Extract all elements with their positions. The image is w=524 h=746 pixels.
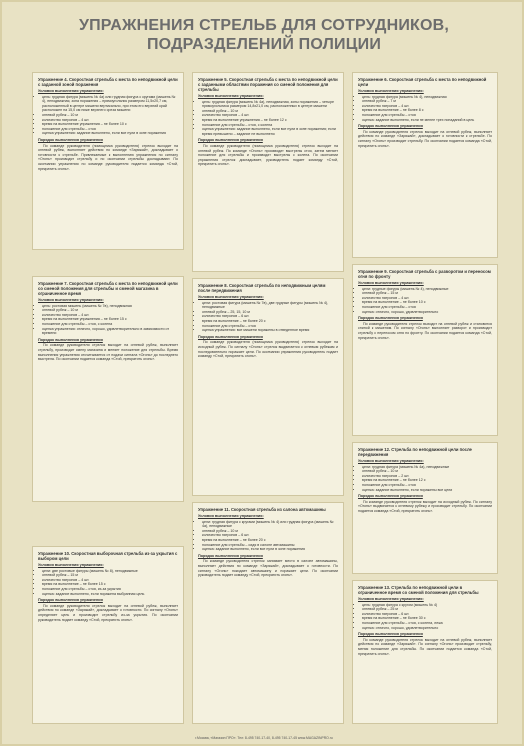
order-heading: Порядок выполнения упражнения xyxy=(358,124,423,129)
order-heading: Порядок выполнения упражнения xyxy=(358,316,423,321)
footer-contact: г.Москва, «Магазин ПРО». Тел: 8-495 740-17-40, 8-495 740-17-45 www.MAGAZINPRO.ru xyxy=(195,736,333,740)
conditions-heading: Условия выполнения упражнения: xyxy=(198,514,264,518)
poster-title xyxy=(2,16,524,54)
condition-item: • оценка: задание выполнено, если не менее трех попаданий в цель xyxy=(362,118,492,123)
exercise-title: Упражнение 7. Скоростная стрельба с места по неподвижной цели со сменой положения для стрельбы и сменой магазина в ограниченное время xyxy=(38,281,178,296)
exercise-title: Упражнение 13. Стрельба по неподвижной цели в ограниченное время со сменой положения для стрельбы xyxy=(358,585,479,595)
conditions-heading: Условия выполнения упражнения: xyxy=(358,597,424,601)
condition-item: • цель: ростовая мишень (мишень № 7в), неподвижная xyxy=(42,304,178,309)
condition-item: • количество патронов – 4 шт. xyxy=(42,313,178,318)
order-text: По команде руководителя стрелок выходит на исходный рубеж. По сигналу «Огонь» выдвигается к огневому рубежу и производит стрельбу. По окончании подается команда «Стой, прекратить огонь». xyxy=(358,499,492,513)
order-heading: Порядок выполнения упражнения xyxy=(38,337,103,342)
conditions-heading: Условия выполнения упражнения: xyxy=(358,459,424,463)
condition-item: • огневой рубеж – 10 м xyxy=(42,308,178,313)
order-heading: Порядок выполнения упражнения xyxy=(358,494,423,499)
order-text: По команде руководителя стрелок выходит на огневой рубеж, выполняет стрельбу, производит смену магазина и меняет положение для стрельбы. Время выполнения упражнения отсчитывается от подачи сигнала «Огонь» до последнего выстрела. По окончании подается команда «Стой, прекратить огонь». xyxy=(38,343,178,362)
condition-item: • оценка: задание выполнено, если поражена выбранная цель xyxy=(42,592,178,597)
condition-item: • положение для стрельбы – стоя xyxy=(202,324,338,329)
order-text: По команде руководителя (помощника руководителя) стрелок выходит на исходный рубеж. По сигналу «Огонь» стрелок выдвигается к огневым рубежам и последовательно поражает цели. По окончании упражнения руководитель подает команду «Стой, прекратить огонь». xyxy=(198,340,338,359)
condition-item: • количество патронов – 4 шт. xyxy=(362,296,492,301)
exercise-title: Упражнение 6. Скоростная стрельба с места по неподвижной цели xyxy=(358,77,487,87)
condition-item: • оценка упражнения: отлично, хорошо, удовлетворительно в зависимости от времени xyxy=(42,327,178,336)
conditions-list xyxy=(358,95,492,123)
condition-item: • огневой рубеж – 25, 15, 10 м xyxy=(202,310,338,315)
condition-item: • положение для стрельбы – стоя, с колена xyxy=(42,322,178,327)
exercise-card-9 xyxy=(352,264,498,436)
title-line-1: УПРАЖНЕНИЯ СТРЕЛЬБ ДЛЯ СОТРУДНИКОВ, xyxy=(78,17,450,34)
condition-item: • огневой рубеж – 10 м xyxy=(202,529,338,534)
exercise-title: Упражнение 11. Скоростная стрельба из салона автомашины xyxy=(198,507,326,512)
condition-item: • время на выполнение – не более 12 с xyxy=(362,478,492,483)
order-heading: Порядок выполнения упражнения xyxy=(198,334,263,339)
condition-item: • огневой рубеж – 10 м xyxy=(202,109,338,114)
condition-item: • количество патронов – 6 шт. xyxy=(362,612,492,617)
exercise-card-7 xyxy=(32,276,184,502)
conditions-list xyxy=(198,100,338,137)
condition-item: • положение для стрельбы – стоя, из-за укрытия xyxy=(42,587,178,592)
order-text: По команде руководителя (помощника руководителя) стрелок выходит на огневой рубеж, выполняет действия по команде «Заряжай», докладывает о готовности к стрельбе. Привлекаемые к выполнению упражнения по сигналу «Огонь» производят стрельбу и по окончании стрельбы докладывают. По окончании упражнения по команде руководителя подается команда «Стой, прекратить огонь». xyxy=(38,143,178,171)
condition-item: • количество патронов – 6 шт. xyxy=(202,533,338,538)
condition-item: • цель: грудная фигура (мишень № 4), неподвижная xyxy=(362,95,492,100)
condition-item: • цель: грудная фигура (мишень № 4а) или грудная фигура с кругами (мишень № 4), неподвижная, зона поражения – прямоугольник размером 11,5x20,7 см, расположенный в центре мишени вертикально, при этом его верхний край расположен на 15,0 см ниже верхнего среза мишени xyxy=(42,95,178,113)
order-heading: Порядок выполнения упражнения xyxy=(358,632,423,637)
order-heading: Порядок выполнения упражнения xyxy=(198,138,263,143)
condition-item: • количество патронов – 2 шт. xyxy=(362,474,492,479)
conditions-list xyxy=(358,465,492,493)
conditions-list xyxy=(358,287,492,315)
exercise-card-4 xyxy=(32,72,184,250)
conditions-list xyxy=(38,569,178,597)
condition-item: • огневой рубеж – 7 м xyxy=(362,99,492,104)
condition-item: • цели: ростовая фигура (мишень № 7в), две грудные фигуры (мишень № 4), неподвижные xyxy=(202,301,338,310)
condition-item: • оценка: задание выполнено, если поражены все цели xyxy=(362,488,492,493)
exercise-card-10 xyxy=(32,546,184,724)
condition-item: • положение для стрельбы – стоя, с колена xyxy=(202,123,338,128)
exercise-title: Упражнение 5. Скоростная стрельба с места по неподвижной цели с заданными областями поражения со сменой положения для стрельбы xyxy=(198,77,338,92)
condition-item: • оценка: отлично, хорошо, удовлетворительно xyxy=(362,310,492,315)
conditions-list xyxy=(198,301,338,333)
condition-item: • время на выполнение – не более 30 с xyxy=(362,616,492,621)
order-text: По команде руководителя стрелок занимает место в салоне автомашины, выполняет действия по команде «Заряжай», докладывает о готовности. По сигналу «Огонь» покидает автомашину и поражает цели. По окончании руководитель подает команду «Стой, прекратить огонь». xyxy=(198,559,338,578)
exercise-title: Упражнение 4. Скоростная стрельба с места по неподвижной цели с заданной зоной поражения xyxy=(38,77,178,87)
conditions-list xyxy=(358,603,492,631)
condition-item: • время на выполнение упражнения – не более 10 с xyxy=(42,122,178,127)
conditions-heading: Условия выполнения упражнения: xyxy=(198,94,264,98)
condition-item: • положение для стрельбы – стоя xyxy=(362,483,492,488)
condition-item: • количество патронов – 6 шт. xyxy=(202,314,338,319)
condition-item: • цель: грудная фигура (мишень № 4а), неподвижная, зоны поражения – четыре прямоугольника размером 14,8x21,0 см, расположенных в центре мишени xyxy=(202,100,338,109)
exercise-card-6 xyxy=(352,72,498,258)
conditions-list xyxy=(38,95,178,136)
condition-item: • положение для стрельбы – стоя xyxy=(362,305,492,310)
conditions-heading: Условия выполнения упражнения: xyxy=(38,563,104,567)
condition-item: • время на выполнение – не более 8 с xyxy=(362,108,492,113)
order-text: По команде руководителя стрелок выходит на огневой рубеж и становится спиной к мишеням. По сигналу «Огонь» выполняет разворот и производит стрельбу с переносом огня по фронту. По окончании подается команда «Стой, прекратить огонь». xyxy=(358,321,492,340)
condition-item: • оценка упражнения: все мишени поражены в отведенное время xyxy=(202,328,338,333)
order-text: По команде руководителя стрелок выходит на огневой рубеж, выполняет действия по команде «Заряжай», докладывает о готовности к стрельбе. По сигналу «Огонь» производит стрельбу. По окончании подается команда «Стой, прекратить огонь». xyxy=(358,129,492,148)
condition-item: • время на выполнение – не более 20 с xyxy=(202,538,338,543)
exercise-card-13 xyxy=(352,580,498,724)
condition-item: • цели: грудная фигура (мишень № 4а), неподвижные xyxy=(362,465,492,470)
condition-item: • количество патронов – 4 шт. xyxy=(202,113,338,118)
condition-item: • оценка: задание выполнено, если все пули в зоне поражения xyxy=(202,547,338,552)
order-heading: Порядок выполнения упражнения xyxy=(198,553,263,558)
conditions-list xyxy=(198,520,338,552)
condition-item: • цели: грудные фигуры (мишень № 4), неподвижные xyxy=(362,287,492,292)
order-heading: Порядок выполнения упражнения xyxy=(38,137,103,142)
condition-item: • огневой рубеж – 10 м xyxy=(362,469,492,474)
conditions-heading: Условия выполнения упражнения: xyxy=(358,89,424,93)
condition-item: • количество патронов – 4 шт. xyxy=(42,578,178,583)
condition-item: • количество патронов – 4 шт. xyxy=(42,118,178,123)
title-line-2: ПОДРАЗДЕЛЕНИЙ ПОЛИЦИИ xyxy=(146,36,382,53)
condition-item: • цель: грудная фигура с кругом (мишень № 4) xyxy=(362,603,492,608)
condition-item: • огневой рубеж – 25 м xyxy=(362,607,492,612)
conditions-heading: Условия выполнения упражнения: xyxy=(38,298,104,302)
condition-item: • положение для стрельбы – стоя xyxy=(362,113,492,118)
condition-item: • количество патронов – 4 шт. xyxy=(362,104,492,109)
condition-item: • время на выполнение упражнения – не более 15 с xyxy=(42,317,178,322)
conditions-heading: Условия выполнения упражнения: xyxy=(358,281,424,285)
condition-item: • положение для стрельбы – сидя в салоне автомашины xyxy=(202,543,338,548)
condition-item: • время на выполнение – не более 10 с xyxy=(362,300,492,305)
condition-item: • время на выполнение – не более 20 с xyxy=(202,319,338,324)
condition-item: • оценка: отлично, хорошо, удовлетворительно xyxy=(362,626,492,631)
conditions-heading: Условия выполнения упражнения: xyxy=(198,295,264,299)
condition-item: • цели: грудная фигура с кругами (мишень № 4) или грудная фигура (мишень № 4а), неподвижные xyxy=(202,520,338,529)
condition-item: • оценка упражнения: задание выполнено, если все пули в зоне поражения xyxy=(42,131,178,136)
condition-item: • оценка упражнения: задание выполнено, если все пули в зоне поражения; если время превышено – задание не выполнено xyxy=(202,127,338,136)
conditions-heading: Условия выполнения упражнения: xyxy=(38,89,104,93)
order-text: По команде руководителя стрелок выходит на огневой рубеж, выполняет действия по команде «Заряжай». По сигналу «Огонь» производит стрельбу, меняя положение для стрельбы. По окончании подается команда «Стой, прекратить огонь». xyxy=(358,637,492,656)
condition-item: • положение для стрельбы – стоя, с колена, лежа xyxy=(362,621,492,626)
exercise-card-12 xyxy=(352,442,498,574)
exercise-title: Упражнение 12. Стрельба по неподвижной цели после передвижения xyxy=(358,447,472,457)
order-text: По команде руководителя (помощника руководителя) стрелок выходит на огневой рубеж. По команде «Огонь» производит выстрелы стоя, затем меняет положение для стрельбы и производит выстрелы с колена. По окончании упражнения стрелок докладывает, руководитель подает команду «Стой, прекратить огонь». xyxy=(198,143,338,167)
exercise-title: Упражнение 10. Скоростная выборочная стрельба из-за укрытия с выбором цели xyxy=(38,551,178,561)
condition-item: • огневой рубеж – 10 м xyxy=(42,113,178,118)
condition-item: • цели: две ростовые фигуры (мишень № 8), неподвижные xyxy=(42,569,178,574)
condition-item: • огневой рубеж – 15 м xyxy=(362,291,492,296)
condition-item: • огневой рубеж – 15 м xyxy=(42,573,178,578)
exercise-card-8 xyxy=(192,278,344,496)
exercise-title: Упражнение 8. Скоростная стрельба по неподвижным целям после передвижения xyxy=(198,283,326,293)
order-text: По команде руководителя стрелок выходит на огневой рубеж, выполняет действия по команде «Заряжай», докладывает о готовности. По сигналу «Огонь» определяет цель и производит стрельбу из-за укрытия. По окончании руководитель подает команду «Стой, прекратить огонь». xyxy=(38,603,178,622)
condition-item: • время на выполнение упражнения – не более 12 с xyxy=(202,118,338,123)
order-heading: Порядок выполнения упражнения xyxy=(38,598,103,603)
condition-item: • положение для стрельбы – стоя xyxy=(42,127,178,132)
condition-item: • время на выполнение – не более 15 с xyxy=(42,582,178,587)
exercise-title: Упражнение 9. Скоростная стрельба с разворотом и переносом огня по фронту xyxy=(358,269,491,279)
exercise-card-5 xyxy=(192,72,344,272)
exercise-card-11 xyxy=(192,502,344,724)
conditions-list xyxy=(38,304,178,336)
